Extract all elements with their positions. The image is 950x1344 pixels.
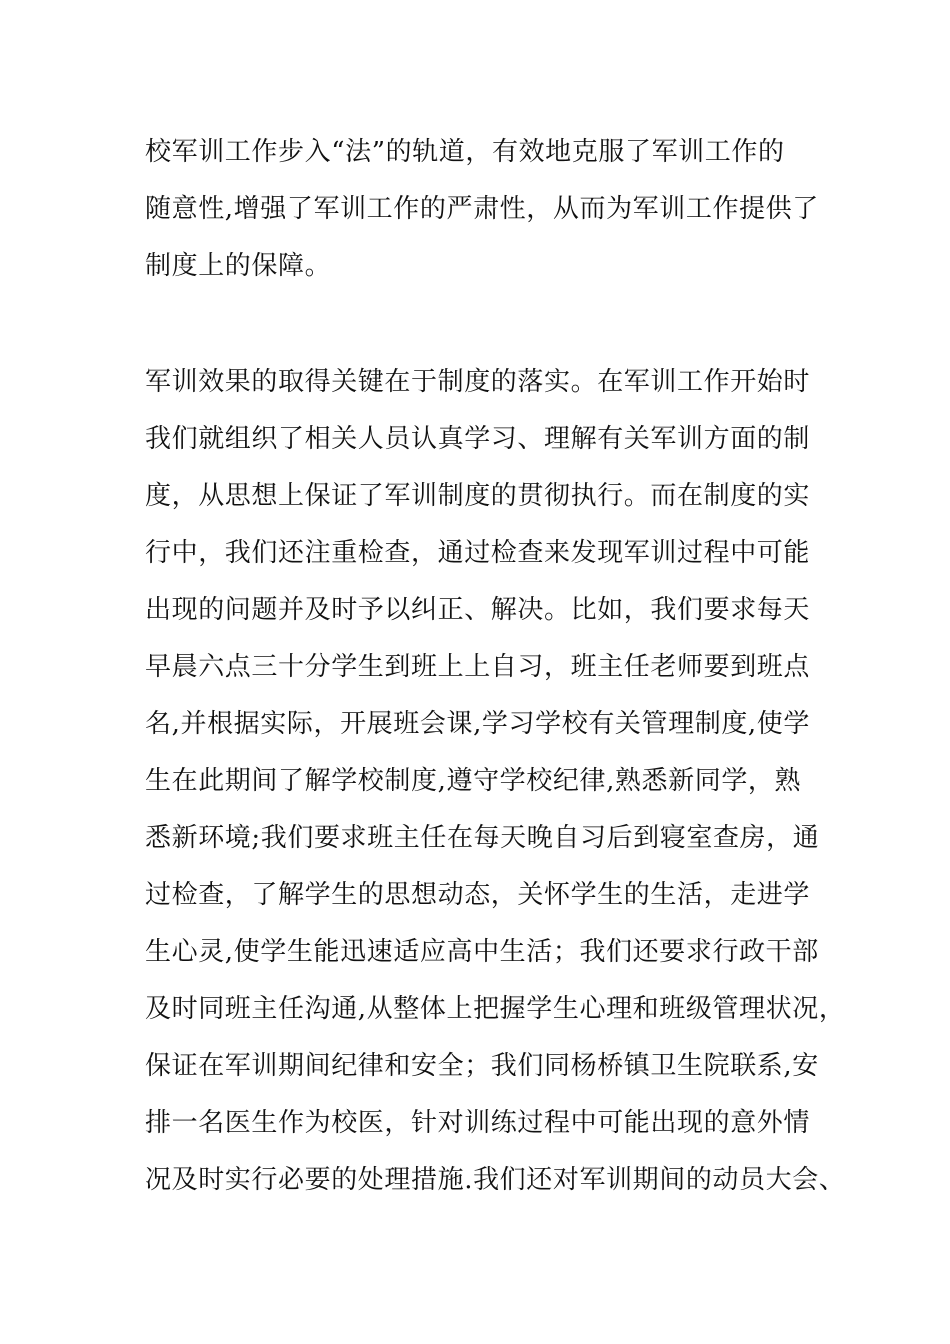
text-line: 况及时实行必要的处理措施.我们还对军训期间的动员大会、 <box>145 1165 846 1195</box>
text-line: 保证在军训期间纪律和安全；我们同杨桥镇卫生院联系,安 <box>145 1051 819 1081</box>
text-line: 校军训工作步入“法”的轨道，有效地克服了军训工作的 <box>145 137 785 167</box>
text-line: 名,并根据实际，开展班会课,学习学校有关管理制度,使学 <box>145 709 810 739</box>
text-line: 度，从思想上保证了军训制度的贯彻执行。而在制度的实 <box>145 481 811 511</box>
text-line: 出现的问题并及时予以纠正、解决。比如，我们要求每天 <box>145 595 811 625</box>
text-line: 行中，我们还注重检查，通过检查来发现军训过程中可能 <box>145 538 811 568</box>
text-line: 排一名医生作为校医，针对训练过程中可能出现的意外情 <box>145 1108 811 1138</box>
text-line: 悉新环境;我们要求班主任在每天晚自习后到寝室查房，通 <box>145 823 820 853</box>
text-line: 随意性,增强了军训工作的严肃性，从而为军训工作提供了 <box>145 194 819 224</box>
text-line: 及时同班主任沟通,从整体上把握学生心理和班级管理状况， <box>145 994 846 1024</box>
text-line: 我们就组织了相关人员认真学习、理解有关军训方面的制 <box>145 424 811 454</box>
text-line: 制度上的保障。 <box>145 251 332 281</box>
text-line: 军训效果的取得关键在于制度的落实。在军训工作开始时 <box>145 367 811 397</box>
text-line: 生心灵,使学生能迅速适应高中生活；我们还要求行政干部 <box>145 937 819 967</box>
text-line: 早晨六点三十分学生到班上上自习，班主任老师要到班点 <box>145 652 811 682</box>
text-line: 过检查，了解学生的思想动态，关怀学生的生活，走进学 <box>145 880 811 910</box>
text-line: 生在此期间了解学校制度,遵守学校纪律,熟悉新同学，熟 <box>145 766 802 796</box>
